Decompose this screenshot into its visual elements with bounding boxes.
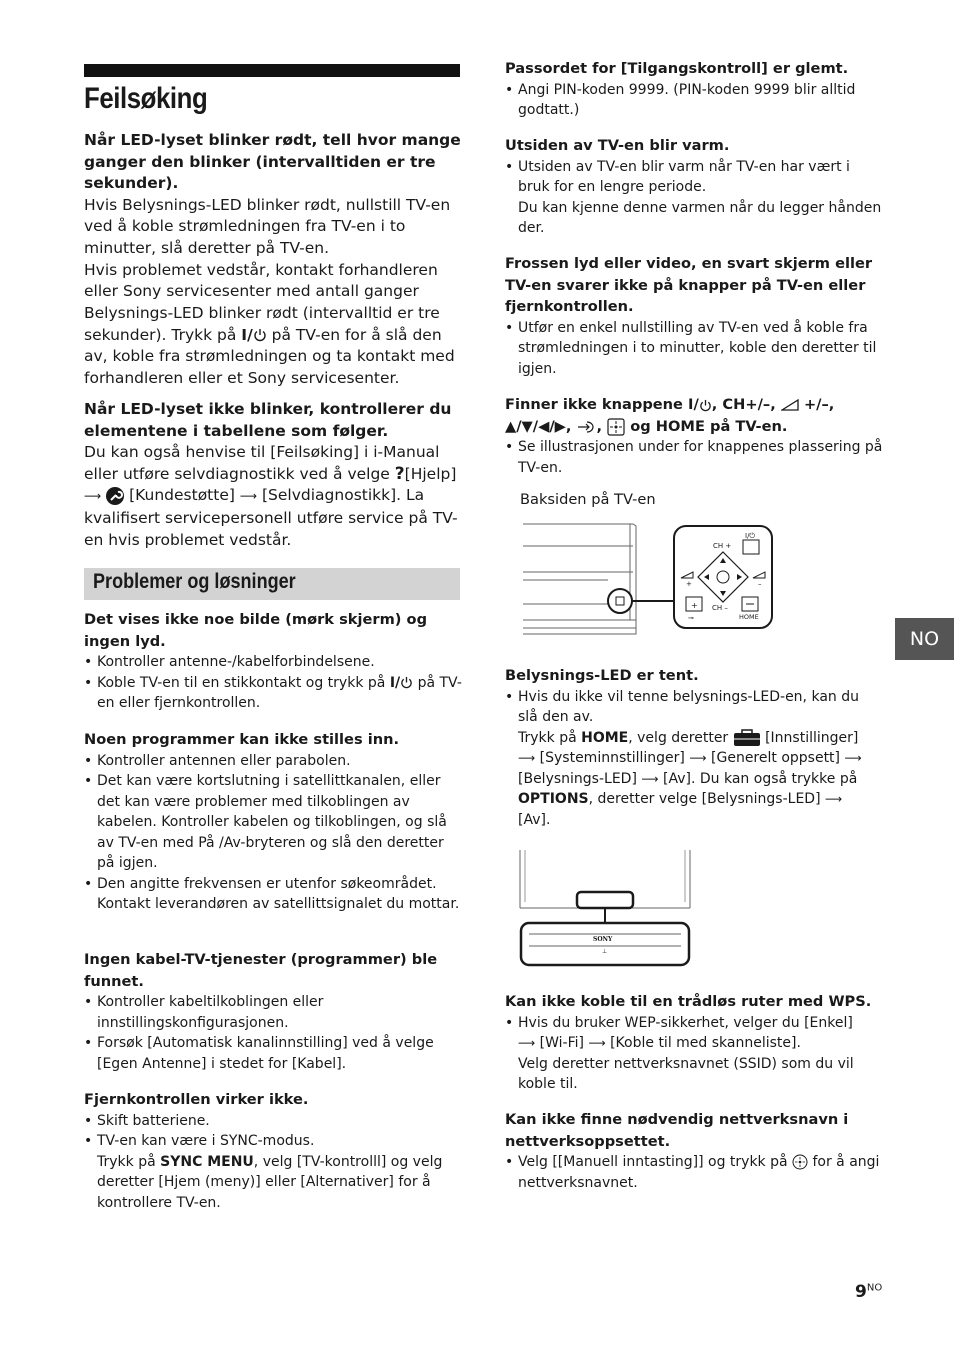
diagram-home: HOME bbox=[739, 613, 759, 621]
intro-block-2 bbox=[84, 399, 462, 552]
list-item: • Den angitte frekvensen er utenfor søkeområdet. Kontakt leverandøren av satellittsignalet du mottar. bbox=[84, 874, 462, 915]
power-symbol-icon: I/ bbox=[241, 326, 266, 344]
sony-logo: SONY bbox=[593, 936, 613, 943]
intro-block bbox=[84, 130, 462, 390]
section-led bbox=[505, 665, 883, 830]
arrow-right-icon: ⟶ bbox=[588, 1036, 606, 1050]
svg-text:+: + bbox=[691, 601, 698, 610]
input-icon bbox=[577, 420, 597, 434]
list-item: • TV-en kan være i SYNC-modus. Trykk på SYNC MENU, velg [TV-kontrolll] og velg deretter [Hjem (meny)] eller [Alternativer] for å kontrollere TV-en. bbox=[84, 1131, 462, 1213]
svg-text:+: + bbox=[686, 580, 692, 588]
section-frozen bbox=[505, 253, 883, 379]
section-cable bbox=[84, 949, 462, 1074]
tv-front-diagram bbox=[515, 850, 695, 970]
intro-paragraph-1b: Hvis problemet vedstår, kontakt forhandleren eller Sony servicesenter med antall ganger Belysnings-LED blinker rødt (intervalltid er tre sekunder). Trykk på I/ på TV-en for å slå den av, koble fra strømledningen og ta kontakt med forhandleren eller et Sony servicesenter. bbox=[84, 260, 455, 388]
section-wps bbox=[505, 991, 883, 1095]
heading-network: Kan ikke finne nødvendig nettverksnavn i nettverksoppsettet. bbox=[505, 1111, 849, 1150]
arrow-right-icon: ⟶ bbox=[824, 792, 843, 806]
list-item: • Se illustrasjonen under for knappenes plassering på TV-en. bbox=[505, 437, 883, 478]
list-item: • Utfør en enkel nullstilling av TV-en ved å koble fra strømledningen i to minutter, koble den deretter til igjen. bbox=[505, 318, 883, 380]
page-number: $9^{NO}$ bbox=[855, 1282, 883, 1302]
list-item: • Angi PIN-koden 9999. (PIN-koden 9999 blir alltid godtatt.) bbox=[505, 80, 883, 121]
heading-frozen: Frossen lyd eller video, en svart skjerm eller TV-en svarer ikke på knapper på TV-en eller fjernkontrollen. bbox=[505, 255, 873, 315]
list-item: • Hvis du bruker WEP-sikkerhet, velger du [Enkel] ⟶ [Wi-Fi] ⟶ [Koble til med skanneliste]. Velg deretter nettverksnavnet (SSID) som du vil koble til. bbox=[505, 1013, 883, 1095]
arrow-keys-icon: ▲/▼/◀/▶, bbox=[505, 417, 572, 435]
section-buttons bbox=[505, 394, 883, 478]
section-network bbox=[505, 1109, 883, 1193]
help-question-icon: ? bbox=[394, 463, 405, 484]
enter-icon bbox=[607, 418, 625, 436]
arrow-right-icon: ⟶ bbox=[518, 1036, 536, 1050]
diagram-ch-minus: CH – bbox=[712, 604, 728, 612]
power-icon bbox=[699, 399, 712, 412]
list-item: • Kontroller kabeltilkoblingen eller innstillingskonfigurasjonen. bbox=[84, 992, 462, 1033]
heading-buttons: Finner ikke knappene I/ , CH+/–, +/–, ▲/▼/◀/▶, , og HOME på TV-en. bbox=[505, 396, 835, 435]
arrow-right-icon: ⟶ bbox=[239, 489, 258, 504]
list-item: • Forsøk [Automatisk kanalinnstilling] ved å velge [Egen Antenne] i stedet for [Kabel]. bbox=[84, 1033, 462, 1074]
intro-paragraph-2: Du kan også henvise til [Feilsøking] i i-Manual eller utføre selvdiagnostikk ved å velge ?[Hjelp] ⟶ [Kundestøtte] ⟶ [Selvdiagnostikk]. La kvalifisert servicepersonell utføre service på TV-en hvis problemet vedstår. bbox=[84, 443, 458, 549]
svg-text:⊥: ⊥ bbox=[602, 948, 608, 955]
wrench-icon bbox=[106, 487, 124, 505]
svg-text:–: – bbox=[758, 580, 762, 588]
volume-icon bbox=[781, 399, 799, 411]
list-item: • Skift batteriene. bbox=[84, 1111, 462, 1132]
diagram-caption: Baksiden på TV-en bbox=[520, 491, 656, 508]
section-password bbox=[505, 58, 883, 121]
arrow-right-icon: ⟶ bbox=[689, 751, 707, 765]
svg-text:⊸: ⊸ bbox=[688, 614, 694, 622]
heading-warm: Utsiden av TV-en blir varm. bbox=[505, 137, 730, 154]
section-warm bbox=[505, 135, 883, 239]
power-symbol-icon: I/ bbox=[390, 675, 413, 691]
list-item: • Koble TV-en til en stikkontakt og trykk på I/ på TV-en eller fjernkontrollen. bbox=[84, 673, 462, 714]
page-title: Feilsøking bbox=[84, 82, 208, 115]
intro-paragraph-1a: Hvis Belysnings-LED blinker rødt, nullstill TV-en ved å koble strømledningen fra TV-en i to minutter, slå deretter på TV-en. bbox=[84, 195, 451, 257]
title-rule bbox=[84, 64, 460, 77]
arrow-right-icon: ⟶ bbox=[84, 489, 102, 504]
section-programs bbox=[84, 729, 462, 915]
list-item: • Kontroller antenne-/kabelforbindelsene. bbox=[84, 652, 462, 673]
section-header: Problemer og løsninger bbox=[84, 568, 460, 600]
toolbox-icon bbox=[733, 729, 761, 747]
list-item: • Det kan være kortslutning i satellittkanalen, eller det kan være problemer med tilkoblingen av kabelen. Kontroller kabelen og tilkoblingen, og slå av TV-en med På /Av-bryteren og slå den deretter på igjen. bbox=[84, 771, 462, 874]
arrow-right-icon: ⟶ bbox=[641, 771, 659, 786]
heading-password: Passordet for [Tilgangskontroll] er glemt. bbox=[505, 60, 849, 77]
list-item: • Hvis du ikke vil tenne belysnings-LED-en, kan du slå den av. Trykk på HOME, velg deretter [Innstillinger] ⟶ [Systeminnstillinger] ⟶ [Generelt oppsett] ⟶ [Belysnings-LED] ⟶ [Av]. Du kan også trykke på OPTIONS, deretter velge [Belysnings-LED] ⟶ [Av]. bbox=[505, 687, 883, 831]
section-remote bbox=[84, 1089, 462, 1213]
tv-back-diagram bbox=[518, 514, 778, 646]
heading-wps: Kan ikke koble til en trådløs ruter med WPS. bbox=[505, 993, 872, 1010]
heading-remote: Fjernkontrollen virker ikke. bbox=[84, 1091, 309, 1108]
heading-led: Belysnings-LED er tent. bbox=[505, 667, 699, 684]
intro-heading-2: Når LED-lyset ikke blinker, kontrollerer du elementene i tabellene som følger. bbox=[84, 400, 452, 440]
list-item: • Utsiden av TV-en blir varm når TV-en har vært i bruk for en lengre periode. Du kan kjenne denne varmen når du legger hånden der. bbox=[505, 157, 883, 239]
list-item: • Kontroller antennen eller parabolen. bbox=[84, 751, 462, 772]
arrow-right-icon: ⟶ bbox=[844, 751, 862, 765]
intro-heading-1: Når LED-lyset blinker rødt, tell hvor mange ganger den blinker (intervalltiden er tre sekunder). bbox=[84, 131, 461, 192]
heading-programs: Noen programmer kan ikke stilles inn. bbox=[84, 731, 400, 748]
language-tab: NO bbox=[895, 618, 954, 660]
svg-text:I/⏻: I/⏻ bbox=[745, 532, 755, 540]
arrow-right-icon: ⟶ bbox=[518, 751, 536, 765]
heading-cable: Ingen kabel-TV-tjenester (programmer) ble funnet. bbox=[84, 951, 438, 990]
heading-no-picture: Det vises ikke noe bilde (mørk skjerm) og ingen lyd. bbox=[84, 611, 428, 650]
diagram-ch-plus: CH + bbox=[713, 542, 732, 550]
list-item: • Velg [[Manuell inntasting]] og trykk på for å angi nettverksnavnet. bbox=[505, 1152, 883, 1193]
enter-circle-icon bbox=[792, 1154, 808, 1170]
section-no-picture bbox=[84, 609, 462, 714]
